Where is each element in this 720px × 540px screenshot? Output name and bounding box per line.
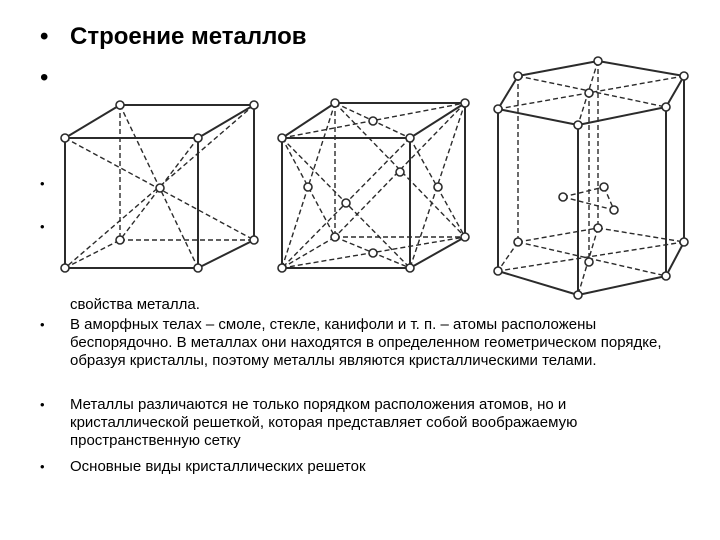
bullet-marker: • bbox=[40, 459, 45, 474]
slide-title: Строение металлов bbox=[70, 23, 307, 50]
paragraph-amorphous-bodies: В аморфных телах – смоле, стекле, канифоли и т. п. – атомы расположены беспорядочно. В металлах они находятся в определенном геометрическом порядке, образуя кристаллы, поэтому металлы являются кристаллическими телами. bbox=[70, 316, 662, 369]
bullet-marker: • bbox=[40, 219, 45, 234]
paragraph-crystal-lattice: Металлы различаются не только порядком расположения атомов, но и кристаллической решеткой, которая представляет собой воображаемую пространственную сетку bbox=[70, 396, 578, 449]
lattice-hcp bbox=[494, 57, 688, 299]
bullet-marker: • bbox=[40, 176, 45, 191]
lattice-bcc bbox=[61, 101, 258, 272]
title-bullet: • bbox=[40, 23, 49, 50]
paragraph-properties-fragment: свойства металла. bbox=[70, 296, 200, 313]
bullet-marker: • bbox=[40, 64, 49, 91]
lattice-fcc bbox=[278, 99, 469, 272]
bullet-marker: • bbox=[40, 317, 45, 332]
paragraph-lattice-types: Основные виды кристаллических решеток bbox=[70, 458, 366, 475]
bullet-marker: • bbox=[40, 397, 45, 412]
